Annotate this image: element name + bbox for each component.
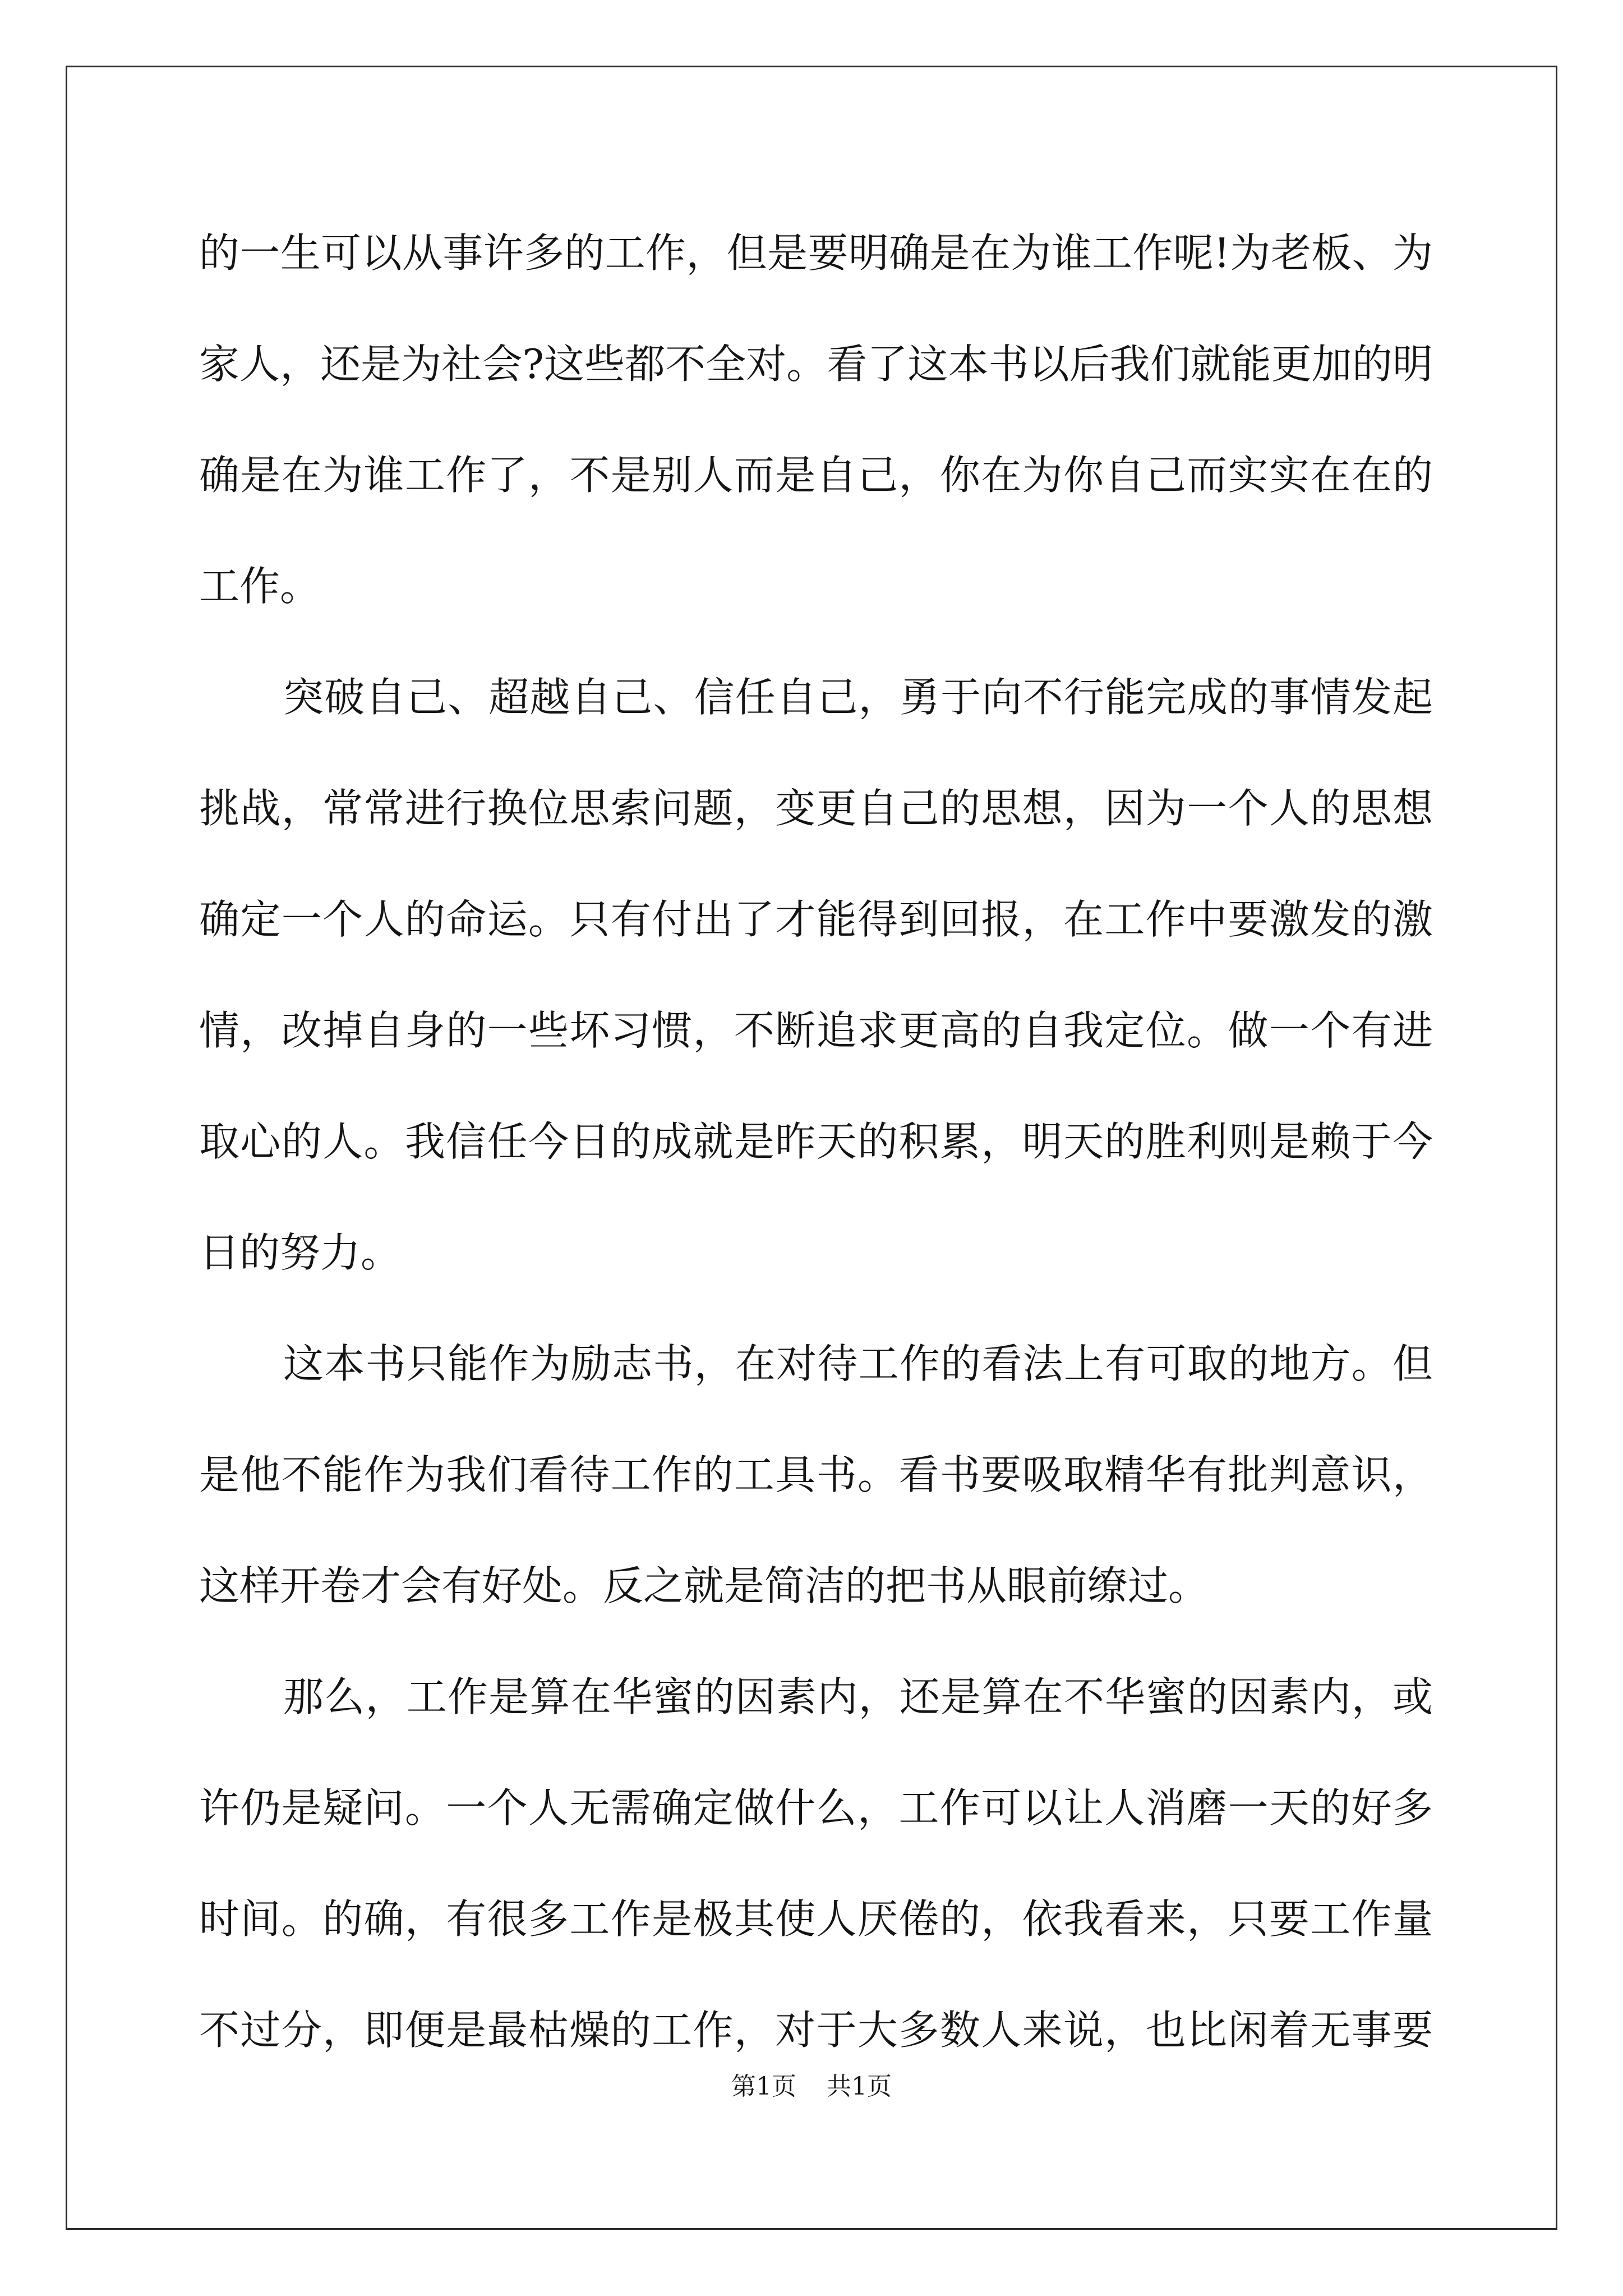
text-line: 这本书只能作为励志书，在对待工作的看法上有可取的地方。但 [283, 1340, 1433, 1387]
text-line: 时间。的确，有很多工作是极其使人厌倦的，依我看来，只要工作量 [199, 1895, 1433, 1943]
text-line: 确定一个人的命运。只有付出了才能得到回报，在工作中要激发的激 [199, 896, 1433, 943]
text-line: 挑战，常常进行换位思索问题，变更自己的思想，因为一个人的思想 [199, 785, 1433, 832]
text-line: 不过分，即便是最枯燥的工作，对于大多数人来说，也比闲着无事要 [199, 2007, 1433, 2054]
text-line: 取心的人。我信任今日的成就是昨天的积累，明天的胜利则是赖于今 [199, 1118, 1433, 1165]
text-line: 的一生可以从事许多的工作，但是要明确是在为谁工作呢!为老板、为 [199, 229, 1433, 277]
text-line: 确是在为谁工作了，不是别人而是自己，你在为你自己而实实在在的 [199, 452, 1433, 499]
text-line: 家人，还是为社会?这些都不全对。看了这本书以后我们就能更加的明 [199, 341, 1433, 388]
text-line: 情，改掉自身的一些坏习惯，不断追求更高的自我定位。做一个有进 [199, 1007, 1433, 1054]
text-line: 突破自己、超越自己、信任自己，勇于向不行能完成的事情发起 [283, 674, 1433, 721]
text-line: 工作。 [199, 563, 321, 610]
text-line: 那么，工作是算在华蜜的因素内，还是算在不华蜜的因素内，或 [283, 1673, 1433, 1720]
text-line: 是他不能作为我们看待工作的工具书。看书要吸取精华有批判意识， [199, 1451, 1433, 1498]
page-total: 共1页 [827, 2072, 892, 2101]
page-footer [0, 2070, 1623, 2104]
text-line: 日的努力。 [199, 1229, 402, 1276]
text-line: 这样开卷才会有好处。反之就是简洁的把书从眼前缭过。 [199, 1562, 1209, 1609]
page-number: 第1页 [731, 2072, 796, 2101]
document-body [199, 197, 1433, 2086]
text-line: 许仍是疑问。一个人无需确定做什么，工作可以让人消磨一天的好多 [199, 1784, 1433, 1832]
